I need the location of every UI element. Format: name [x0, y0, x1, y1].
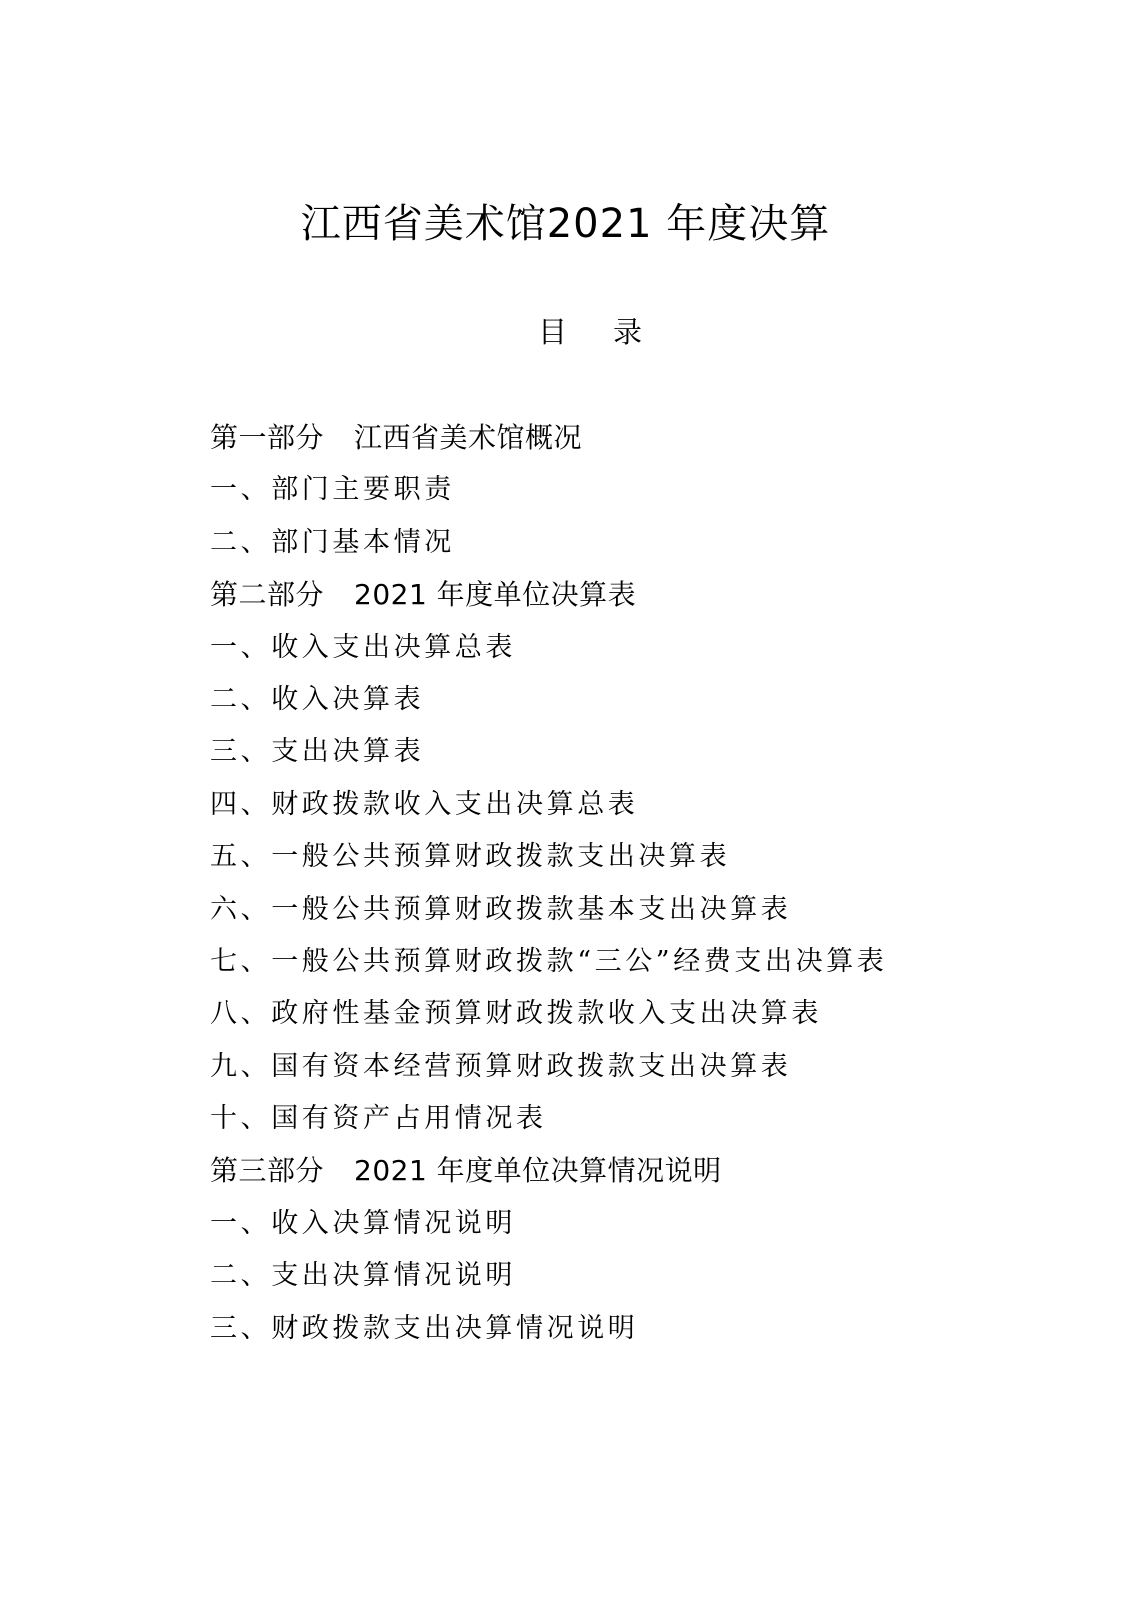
toc-part-title: 2021 年度单位决算表: [354, 578, 637, 612]
toc-item: 一、收入决算情况说明: [210, 1207, 516, 1239]
toc-item: 四、财政拨款收入支出决算总表: [210, 788, 639, 820]
toc-part-1: [210, 412, 887, 464]
toc-item: 二、支出决算情况说明: [210, 1260, 516, 1292]
toc-item: 六、一般公共预算财政拨款基本支出决算表: [210, 893, 792, 925]
toc-part-3: [210, 1145, 887, 1197]
toc-heading-right: 录: [613, 315, 643, 349]
toc-item: 九、国有资本经营预算财政拨款支出决算表: [210, 1050, 792, 1082]
toc-item: 十、国有资产占用情况表: [210, 1103, 547, 1135]
toc-item: 一、收入支出决算总表: [210, 631, 516, 663]
toc-item: 三、财政拨款支出决算情况说明: [210, 1312, 639, 1344]
toc-item: 七、一般公共预算财政拨款“三公”经费支出决算表: [210, 945, 888, 977]
toc-part-number: 第二部分: [210, 578, 325, 612]
toc-item: 八、政府性基金预算财政拨款收入支出决算表: [210, 998, 822, 1030]
toc-heading-left: 目: [538, 315, 568, 349]
toc-heading: [538, 312, 642, 352]
page-title: 江西省美术馆2021 年度决算: [300, 201, 831, 247]
table-of-contents: [210, 412, 887, 1355]
toc-part-number: 第一部分: [210, 421, 325, 454]
toc-part-title: 2021 年度单位决算情况说明: [354, 1154, 722, 1188]
toc-part-2: [210, 569, 887, 621]
toc-item: 一、部门主要职责: [210, 474, 455, 506]
toc-item: 五、一般公共预算财政拨款支出决算表: [210, 841, 731, 873]
toc-item: 三、支出决算表: [210, 736, 425, 768]
toc-part-number: 第三部分: [210, 1154, 325, 1188]
toc-part-title: 江西省美术馆概况: [354, 421, 583, 454]
toc-item: 二、收入决算表: [210, 683, 425, 715]
toc-item: 二、部门基本情况: [210, 526, 455, 558]
